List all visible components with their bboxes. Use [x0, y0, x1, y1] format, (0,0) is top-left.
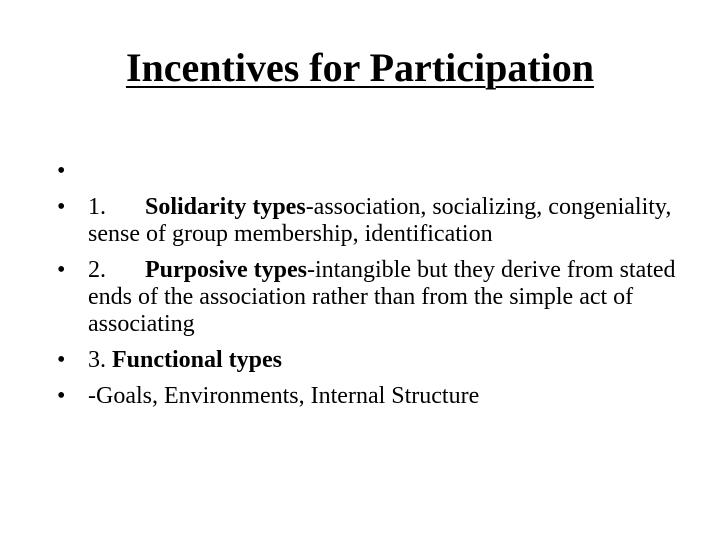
slide-title: Incentives for Participation [125, 45, 595, 90]
bullet-item-empty [57, 158, 677, 185]
item-number: 3. [88, 347, 106, 373]
item-number: 1. [88, 194, 106, 220]
bullet-icon: • [57, 158, 66, 184]
item-heading: Purposive types [145, 257, 307, 283]
item-number: 2. [88, 257, 106, 283]
item-heading: Functional types [112, 347, 283, 373]
bullet-item-purposive [57, 257, 677, 338]
bullet-icon: • [57, 347, 66, 373]
item-text: -association, socializing, congeniality, sense of group membership, identification [88, 194, 672, 247]
bullet-item-solidarity [57, 194, 677, 248]
item-text: -intangible but they derive from stated ends of the association rather than from the simple act of associating [88, 257, 676, 337]
item-heading: Solidarity types [145, 194, 306, 220]
bullet-list [57, 158, 677, 419]
bullet-icon: • [57, 257, 66, 283]
bullet-item-goals [57, 383, 677, 410]
bullet-icon: • [57, 383, 66, 409]
bullet-icon: • [57, 194, 66, 220]
bullet-item-functional [57, 347, 677, 374]
item-text: -Goals, Environments, Internal Structure [88, 383, 480, 409]
